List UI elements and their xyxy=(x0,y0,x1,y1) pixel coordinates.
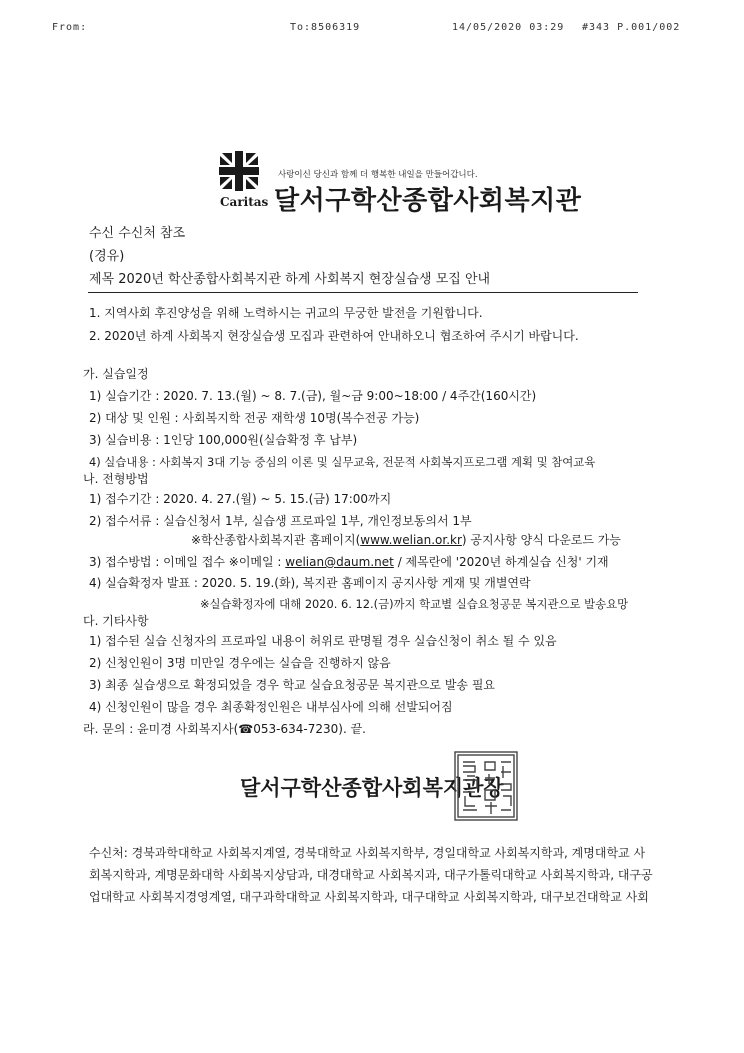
schedule-title: 가. 실습일정 xyxy=(83,367,149,381)
submit-method-suffix: / 제목란에 '2020년 하계실습 신청' 기재 xyxy=(393,555,609,569)
selection-item-1: 1) 접수기간 : 2020. 4. 27.(월) ~ 5. 15.(금) 17:00까지 xyxy=(89,492,392,506)
selection-item-3 xyxy=(89,555,609,569)
other-item-3: 3) 최종 실습생으로 확정되었을 경우 학교 실습요청공문 복지관으로 발송 필요 xyxy=(89,678,496,692)
signer-title: 달서구학산종합사회복지관장 xyxy=(240,776,504,800)
caritas-cross-icon xyxy=(218,150,260,192)
fax-from: From: xyxy=(52,22,88,33)
recipients-line-1: 수신처: 경북과학대학교 사회복지계열, 경북대학교 사회복지학부, 경일대학교 사회복지학과, 계명대학교 사 xyxy=(89,846,646,860)
selection-item-2: 2) 접수서류 : 실습신청서 1부, 실습생 프로파일 1부, 개인정보동의서 1부 xyxy=(89,514,472,528)
selection-item-4: 4) 실습확정자 발표 : 2020. 5. 19.(화), 복지관 홈페이지 공지사항 게재 및 개별연락 xyxy=(89,576,531,590)
homepage-note-suffix: ) 공지사항 양식 다운로드 가능 xyxy=(461,533,621,547)
via-line: (경유) xyxy=(89,249,125,264)
other-item-2: 2) 신청인원이 3명 미만일 경우에는 실습을 진행하지 않음 xyxy=(89,656,391,670)
email-link[interactable]: welian@daum.net xyxy=(285,555,394,569)
other-item-4: 4) 신청인원이 많을 경우 최종확정인원은 내부심사에 의해 선발되어짐 xyxy=(89,700,453,714)
subject-line: 제목 2020년 학산종합사회복지관 하계 사회복지 현장실습생 모집 안내 xyxy=(89,272,491,287)
other-title: 다. 기타사항 xyxy=(83,614,149,628)
contact-line: 라. 문의 : 윤미경 사회복지사(☎053-634-7230). 끝. xyxy=(83,722,366,736)
caritas-logo-text: Caritas xyxy=(220,195,269,209)
official-seal-icon xyxy=(453,750,519,822)
recipient-line: 수신 수신처 참조 xyxy=(89,226,186,241)
intro-2: 2. 2020년 하계 사회복지 현장실습생 모집과 관련하여 안내하오니 협조하여 주시기 바랍니다. xyxy=(89,329,579,343)
fax-page: #343 P.001/002 xyxy=(582,22,681,33)
divider xyxy=(88,292,638,293)
selection-item-2-note xyxy=(191,533,621,547)
schedule-item-1: 1) 실습기간 : 2020. 7. 13.(월) ~ 8. 7.(금), 월~금 9:00~18:00 / 4주간(160시간) xyxy=(89,389,537,403)
submit-method-prefix: 3) 접수방법 : 이메일 접수 ※이메일 : xyxy=(89,555,286,569)
intro-1: 1. 지역사회 후진양성을 위해 노력하시는 귀교의 무궁한 발전을 기원합니다. xyxy=(89,306,483,320)
homepage-note-prefix: ※학산종합사회복지관 홈페이지( xyxy=(191,533,361,547)
homepage-link[interactable]: www.welian.or.kr xyxy=(360,533,462,547)
org-title: 달서구학산종합사회복지관 xyxy=(274,186,582,216)
fax-to: To:8506319 xyxy=(290,22,361,33)
schedule-item-3: 3) 실습비용 : 1인당 100,000원(실습확정 후 납부) xyxy=(89,433,358,447)
recipients-line-2: 회복지학과, 계명문화대학 사회복지상담과, 대경대학교 사회복지과, 대구가톨릭대학교 사회복지학과, 대구공 xyxy=(89,868,653,882)
slogan: 사랑이신 당신과 함께 더 행복한 내일을 만들어갑니다. xyxy=(278,170,478,180)
recipients-line-3: 업대학교 사회복지경영계열, 대구과학대학교 사회복지학과, 대구대학교 사회복지학과, 대구보건대학교 사회 xyxy=(89,890,649,904)
selection-item-4-note: ※실습확정자에 대해 2020. 6. 12.(금)까지 학교별 실습요청공문 복지관으로 발송요망 xyxy=(200,597,629,611)
fax-datetime: 14/05/2020 03:29 xyxy=(452,22,565,33)
schedule-item-4: 4) 실습내용 : 사회복지 3대 기능 중심의 이론 및 실무교육, 전문적 사회복지프로그램 계획 및 참여교육 xyxy=(89,455,596,469)
selection-title: 나. 전형방법 xyxy=(83,472,149,486)
other-item-1: 1) 접수된 실습 신청자의 프로파일 내용이 허위로 판명될 경우 실습신청이 취소 될 수 있음 xyxy=(89,634,557,648)
schedule-item-2: 2) 대상 및 인원 : 사회복지학 전공 재학생 10명(복수전공 가능) xyxy=(89,411,420,425)
